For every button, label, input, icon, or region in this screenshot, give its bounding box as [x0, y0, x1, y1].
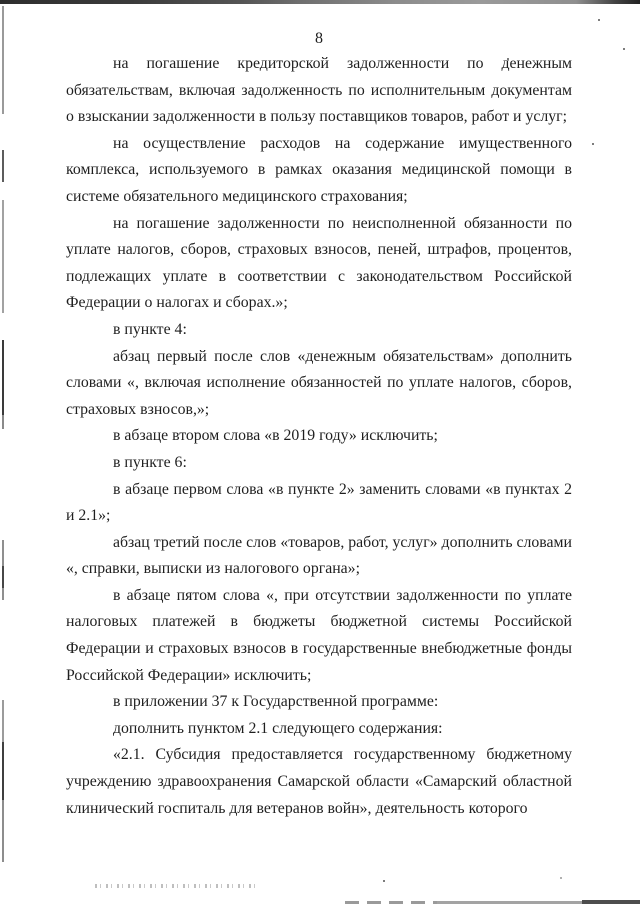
- scan-speckle: [623, 48, 625, 50]
- paragraph: в приложении 37 к Государственной программе:: [113, 693, 439, 711]
- scan-speckle: [560, 877, 562, 879]
- scan-edge-bottom: [582, 900, 640, 904]
- scan-edge-left: [2, 200, 4, 313]
- scan-edge-left: [2, 415, 4, 429]
- paragraph: абзац первый после слов «денежным обязательствам» дополнить словами «, включая исполнение обязанностей по уплате налогов, сборов, страховых взносов,»;: [66, 347, 572, 418]
- document-body: [66, 51, 572, 822]
- scan-edge-left: [2, 6, 4, 114]
- scan-edge-left: [2, 742, 4, 800]
- scan-edge-left: [2, 700, 4, 742]
- scan-edge-top: [0, 0, 640, 4]
- paragraph: на осуществление расходов на содержание имущественного комплекса, используемого в рамках оказания медицинской помощи в системе обязательного медицинского страхования;: [66, 134, 572, 205]
- scan-edge-left: [2, 340, 4, 415]
- paragraph: в пункте 4:: [113, 320, 187, 338]
- paragraph: на погашение кредиторской задолженности по денежным обязательствам, включая задолженность по исполнительным документам о взыскании задолженности в пользу поставщиков товаров, работ и услуг;: [66, 55, 572, 126]
- scan-speckle: [383, 880, 385, 882]
- paragraph: на погашение задолженности по неисполненной обязанности по уплате налогов, сборов, страховых взносов, пеней, штрафов, процентов, подлежащих уплате в соответствии с законодательством Российской Федерации о налогах и сборах.»;: [66, 214, 572, 312]
- scan-edge-left: [2, 150, 4, 182]
- scan-edge-bottom: [437, 901, 582, 904]
- paragraph: абзац третий после слов «товаров, работ, услуг» дополнить словами «, справки, выписки из налогового органа»;: [66, 533, 572, 578]
- scan-speckle: [598, 19, 600, 21]
- scan-speckle: [592, 143, 594, 145]
- paragraph: «2.1. Субсидия предоставляется государственному бюджетному учреждению здравоохранения Самарской области «Самарский областной клинический госпиталь для ветеранов войн», деятельность которого: [66, 746, 572, 817]
- scan-edge-left: [2, 800, 4, 862]
- paragraph: дополнить пунктом 2.1 следующего содержания:: [113, 719, 443, 737]
- scan-artifact-microtext: [95, 884, 260, 888]
- paragraph: в абзаце втором слова «в 2019 году» исключить;: [113, 427, 438, 445]
- paragraph: в абзаце пятом слова «, при отсутствии задолженности по уплате налоговых платежей в бюджеты бюджетной системы Российской Федерации и страховых взносов в государственные внебюджетные фонды Российской Федерации» исключить;: [66, 586, 572, 684]
- page-number: 8: [315, 30, 323, 47]
- scan-edge-left: [2, 566, 4, 588]
- paragraph: в абзаце первом слова «в пункте 2» заменить словами «в пунктах 2 и 2.1»;: [66, 480, 572, 525]
- paragraph: в пункте 6:: [113, 453, 187, 471]
- scan-edge-bottom-dashes: [345, 901, 437, 904]
